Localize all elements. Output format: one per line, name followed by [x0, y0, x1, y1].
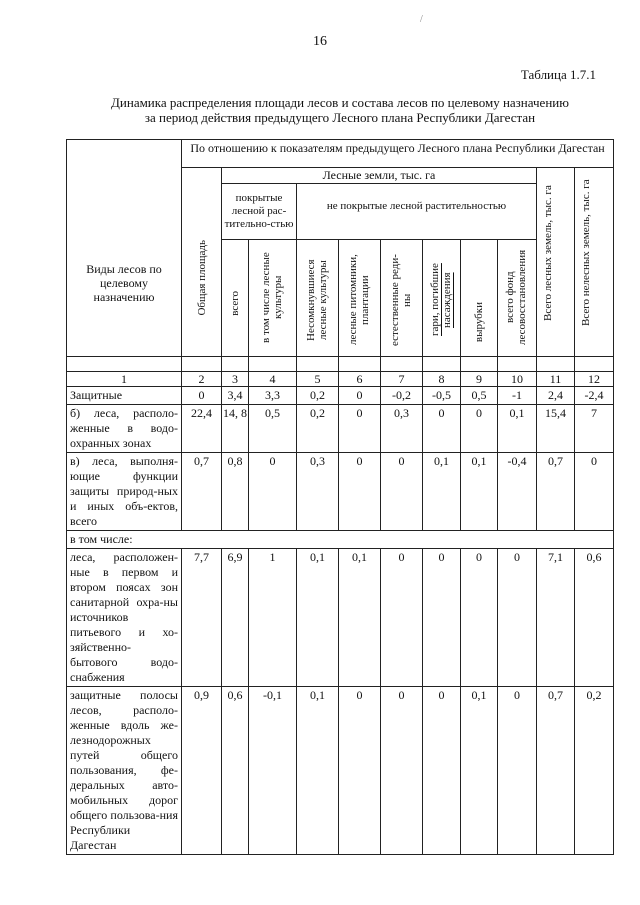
table-row: [67, 405, 614, 453]
column-number: 11: [537, 372, 575, 387]
table-cell: 0: [182, 387, 222, 405]
table-cell: 0: [423, 687, 461, 855]
row-label: в том числе:: [67, 531, 614, 549]
table-cell: 14, 8: [222, 405, 249, 453]
header-col-unclosed-text: Несомкнувшиеся лесные культуры: [304, 259, 329, 341]
column-number: 5: [297, 372, 339, 387]
table-cell: 0,5: [461, 387, 498, 405]
table-cell: 0,7: [537, 687, 575, 855]
header-not-covered: не покрытые лесной растительностью: [297, 184, 537, 240]
table-cell: -0,4: [498, 453, 537, 531]
table-cell: 0,2: [297, 387, 339, 405]
column-number: 1: [67, 372, 182, 387]
header-total-area: [182, 168, 222, 357]
table-cell: 15,4: [537, 405, 575, 453]
table-cell: -0,1: [249, 687, 297, 855]
row-label: леса, расположен-ные в первом и втором поясах зон санитарной охра-ны источников питьевого и хо-зяйственно-бытового водо-снабжения: [67, 549, 182, 687]
table-cell: 0,6: [222, 687, 249, 855]
table-cell: 0,1: [461, 453, 498, 531]
table-cell: 0: [381, 453, 423, 531]
table-cell: 0,7: [182, 453, 222, 531]
header-col-unclosed: [297, 240, 339, 357]
row-label: защитные полосы лесов, располо-женные вдоль же-лезнодорожных путей общего пользования, фе-деральных авто-мобильных дорог общего пользова-ния Республики Дагестан: [67, 687, 182, 855]
header-col-nurseries: [339, 240, 381, 357]
table-cell: 0: [381, 687, 423, 855]
table-body: [67, 387, 614, 855]
table-cell: 22,4: [182, 405, 222, 453]
header-col-nurseries-text: лесные питомники, плантации: [346, 254, 371, 346]
table-cell: 0: [423, 549, 461, 687]
table-cell: 0,1: [297, 549, 339, 687]
corner-mark: /: [420, 14, 423, 25]
header-col-total-text: всего: [229, 291, 241, 316]
table-cell: 2,4: [537, 387, 575, 405]
header-forest-types-text: Виды лесов по целевому назначению: [86, 262, 162, 304]
header-separator-row: [67, 357, 614, 372]
header-forest-types: [67, 140, 182, 357]
table-cell: 0: [423, 405, 461, 453]
column-number: 2: [182, 372, 222, 387]
table-cell: 0,1: [461, 687, 498, 855]
table-cell: 0: [339, 687, 381, 855]
forest-dynamics-table: [66, 139, 614, 855]
column-number: 3: [222, 372, 249, 387]
table-cell: 0: [339, 405, 381, 453]
table-cell: 0,1: [423, 453, 461, 531]
caption-line-2: за период действия предыдущего Лесного плана Республики Дагестан: [144, 110, 536, 125]
header-col-cultures: [249, 240, 297, 357]
table-cell: 3,4: [222, 387, 249, 405]
header-col-reforest: [498, 240, 537, 357]
page-number: 16: [313, 34, 327, 49]
table-row: [67, 387, 614, 405]
table-number: Таблица 1.7.1: [520, 67, 596, 82]
table-cell: 0,1: [339, 549, 381, 687]
table-cell: 0: [461, 549, 498, 687]
column-number: 4: [249, 372, 297, 387]
row-label: б) леса, располо-женные в водо-охранных зонах: [67, 405, 182, 453]
header-forest-lands: Лесные земли, тыс. га: [222, 168, 537, 184]
header-col-glades: [381, 240, 423, 357]
column-numbers: [67, 372, 614, 387]
table-cell: -0,2: [381, 387, 423, 405]
header-total-area-text: Общая площадь: [195, 240, 208, 316]
header-col-total: [222, 240, 249, 357]
table-cell: -1: [498, 387, 537, 405]
table-caption: [60, 95, 620, 125]
column-number: 7: [381, 372, 423, 387]
header-total-forest-lands-text: Всего лесных земель, тыс. га: [541, 185, 554, 321]
table-cell: 0,3: [297, 453, 339, 531]
column-number: 12: [575, 372, 614, 387]
table-cell: -0,5: [423, 387, 461, 405]
header-col-clearings-text: вырубки: [473, 301, 485, 342]
table-row: [67, 453, 614, 531]
caption-line-1: Динамика распределения площади лесов и состава лесов по целевому назначению: [111, 95, 569, 110]
table-cell: 0: [498, 549, 537, 687]
row-label: в) леса, выполня-ющие функции защиты природ-ных и иных объ-ектов, всего: [67, 453, 182, 531]
table-cell: 0,6: [575, 549, 614, 687]
header-col-cultures-text: в том числе лесные культуры: [259, 252, 284, 343]
table-cell: 7,7: [182, 549, 222, 687]
table-cell: 0,2: [575, 687, 614, 855]
row-label: Защитные: [67, 387, 182, 405]
table-cell: 0: [381, 549, 423, 687]
table-row: [67, 549, 614, 687]
table-cell: -2,4: [575, 387, 614, 405]
table-cell: 0,2: [297, 405, 339, 453]
table-cell: 0,9: [182, 687, 222, 855]
header-col-clearings: [461, 240, 498, 357]
table-cell: 0,5: [249, 405, 297, 453]
table-cell: 3,3: [249, 387, 297, 405]
table-cell: 7: [575, 405, 614, 453]
column-number: 9: [461, 372, 498, 387]
header-relation: По отношению к показателям предыдущего Лесного плана Республики Дагестан: [182, 140, 614, 168]
table-cell: 0,3: [381, 405, 423, 453]
table-cell: 0,1: [498, 405, 537, 453]
table-cell: 0: [249, 453, 297, 531]
header-total-forest-lands: [537, 168, 575, 357]
table-cell: 6,9: [222, 549, 249, 687]
header-col-glades-text: естественные реди-ны: [388, 254, 413, 346]
column-number: 6: [339, 372, 381, 387]
header-col-burns: [423, 240, 461, 357]
column-number: 10: [498, 372, 537, 387]
header-col-reforest-text: всего фонд лесовосстановления: [504, 249, 528, 346]
header-total-nonforest-lands-text: Всего нелесных земель, тыс. га: [580, 179, 593, 327]
table-cell: 1: [249, 549, 297, 687]
table-cell: 0,8: [222, 453, 249, 531]
header-total-nonforest-lands: [575, 168, 614, 357]
table-cell: 0,1: [297, 687, 339, 855]
table-row: [67, 687, 614, 855]
table-cell: 0,7: [537, 453, 575, 531]
column-number: 8: [423, 372, 461, 387]
table-cell: 0: [498, 687, 537, 855]
header-col-burns-text: гари, погибшие насаждения: [428, 263, 453, 337]
table-cell: 7,1: [537, 549, 575, 687]
table-cell: 0: [461, 405, 498, 453]
column-number-row: [67, 372, 614, 387]
table-row: [67, 531, 614, 549]
table-cell: 0: [339, 387, 381, 405]
table-cell: 0: [339, 453, 381, 531]
table-cell: 0: [575, 453, 614, 531]
header-covered: покрытые лесной рас-тительно-стью: [222, 184, 297, 240]
